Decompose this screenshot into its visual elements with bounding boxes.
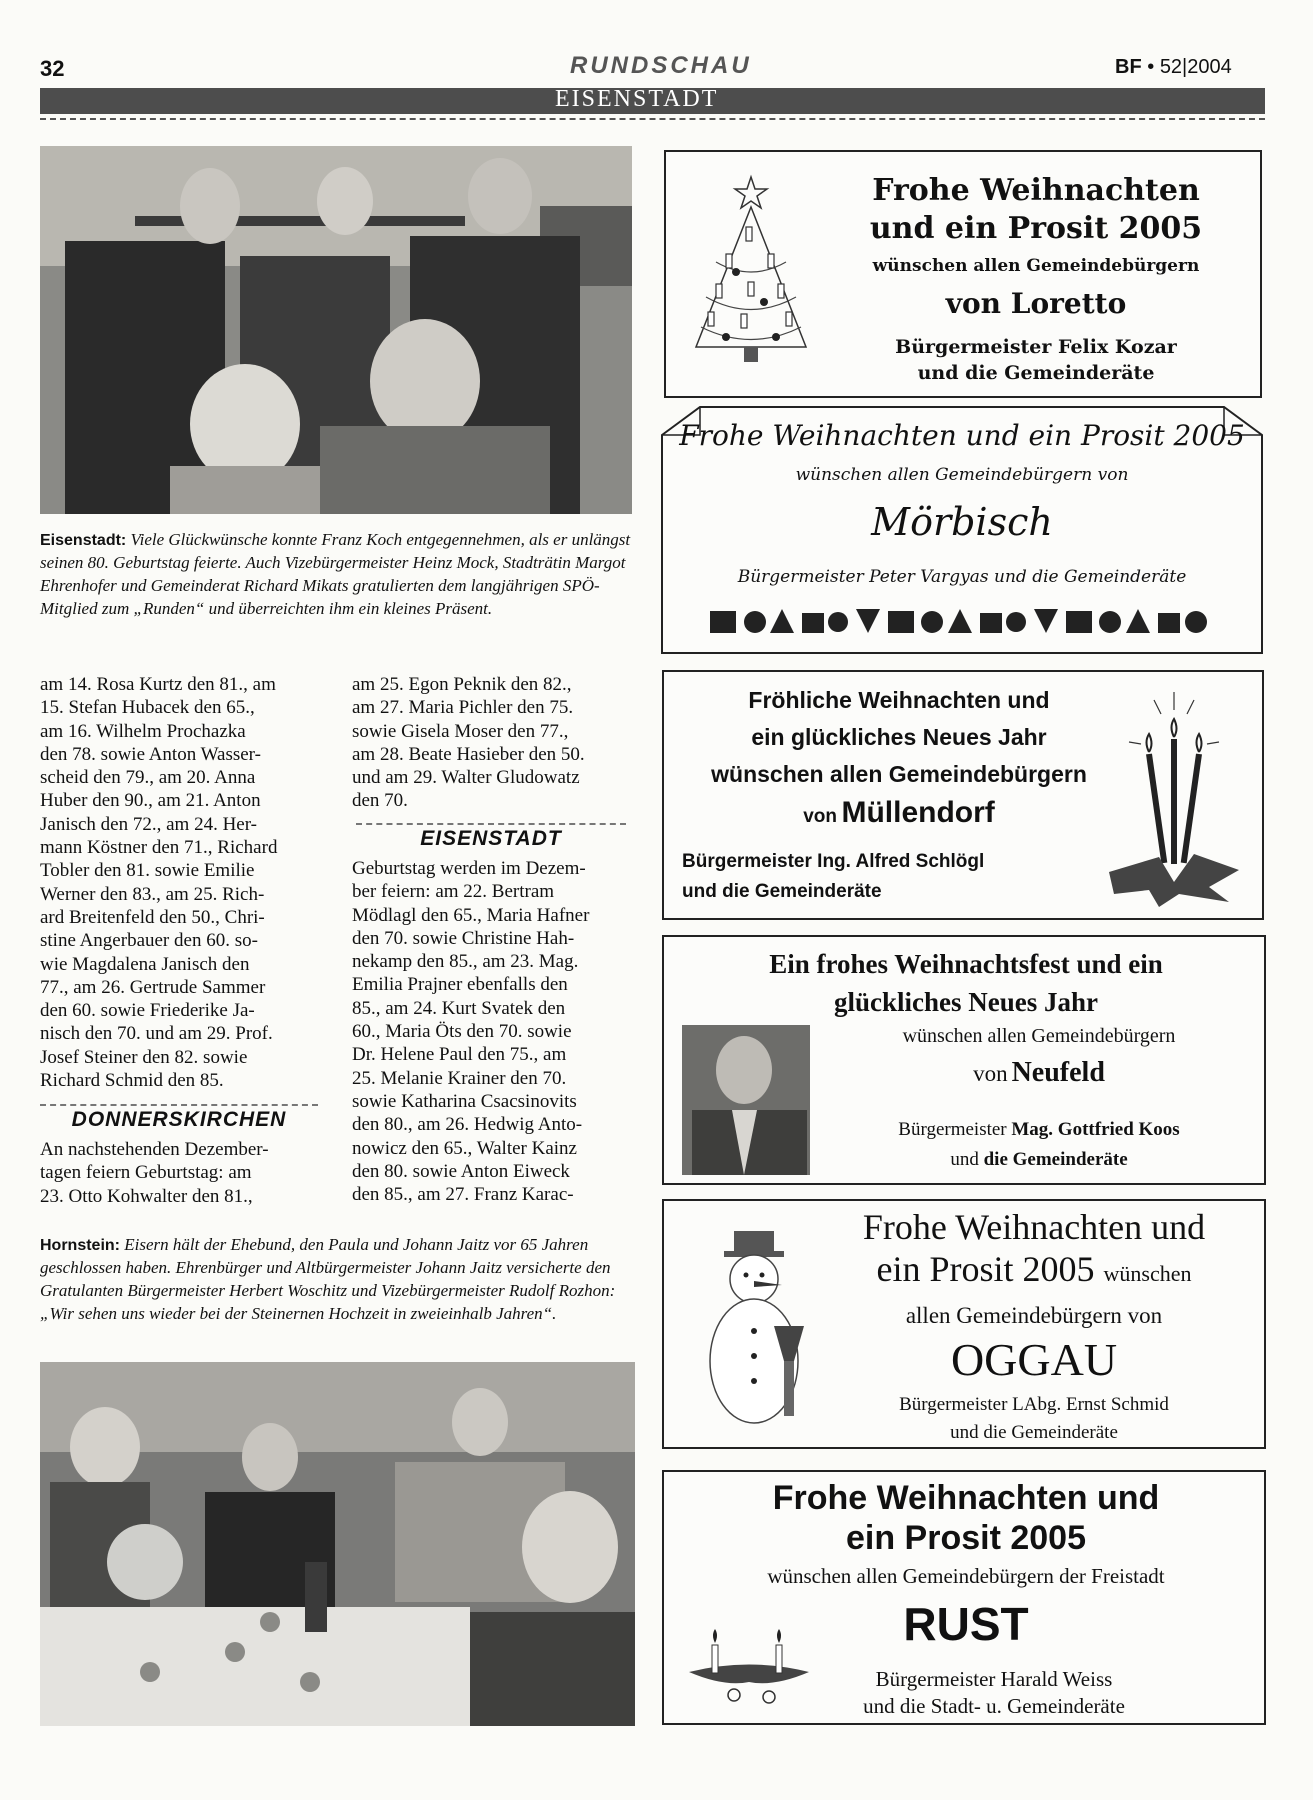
text-line: An nachstehenden Dezember-: [40, 1139, 269, 1160]
text-line: Josef Steiner den 82. sowie: [40, 1046, 248, 1068]
text-line: und am 29. Walter Gludowatz: [352, 767, 580, 789]
text-line: ard Breitenfeld den 50., Chri-: [40, 906, 265, 928]
birthday-list-column-left: [40, 673, 325, 1092]
ad-line: ein Prosit 2005: [876, 1249, 1095, 1289]
christmas-tree-icon: [686, 172, 816, 372]
ad-mayor-prefix: Bürgermeister: [898, 1119, 1007, 1140]
ad-line: glückliches Neues Jahr: [833, 987, 1098, 1017]
text-line: 77., am 26. Gertrude Sammer: [40, 976, 266, 998]
ad-loretto-headline: [816, 172, 1256, 248]
text-line: Janisch den 72., am 24. Her-: [40, 813, 258, 835]
ad-moerbisch-town: Mörbisch: [871, 500, 1053, 544]
ad-line: ein Prosit 2005: [845, 1519, 1086, 1557]
section-divider: [356, 823, 626, 825]
ad-loretto-town: von Loretto: [945, 287, 1127, 320]
text-line: Richard Schmid den 85.: [40, 1070, 224, 1092]
text-line: 60., Maria Öts den 70. sowie: [352, 1021, 572, 1043]
ad-neufeld-mayor: [824, 1115, 1254, 1145]
section-divider: [40, 1104, 318, 1106]
photo-caption-hornstein: [40, 1233, 630, 1325]
ad-line: und die Gemeinderäte: [682, 881, 882, 902]
ad-line: und die Stadt- u. Gemeinderäte: [863, 1694, 1125, 1718]
text-line: am 14. Rosa Kurtz den 81., am: [40, 674, 276, 695]
ad-oggau-town: OGGAU: [950, 1334, 1118, 1385]
text-line: am 16. Wilhelm Prochazka: [40, 720, 246, 742]
ad-neufeld: [662, 935, 1266, 1185]
text-line: 25. Melanie Krainer den 70.: [352, 1067, 567, 1089]
ad-muellendorf-town: Müllendorf: [841, 796, 995, 829]
ad-neufeld-town-line: [824, 1057, 1254, 1089]
ad-loretto: [664, 150, 1262, 398]
issue-separator: •: [1147, 56, 1155, 78]
ad-von: von: [973, 1061, 1008, 1086]
text-line: sowie Katharina Csacsinovits: [352, 1090, 577, 1112]
ad-line: Bürgermeister Peter Vargyas und die Gemeinderäte: [737, 567, 1187, 587]
caption-text: Eisern hält der Ehebund, den Paula und Johann Jaitz vor 65 Jahren geschlossen haben. Ehrenbürger und Altbürgermeister Johann Jaitz versicherte den Gratulanten Bürgermeister Herbert Woschitz und Vizebürgermeister Rudolf Rozhon: „Wir sehen uns wieder bei der Steinernen Hochzeit in zweieinhalb Jahren“.: [40, 1235, 616, 1323]
text-line: den 70.: [352, 790, 408, 812]
text-line: nekamp den 85., am 23. Mag.: [352, 951, 579, 973]
ad-line: und ein Prosit 2005: [869, 211, 1203, 246]
section-heading-eisenstadt: EISENSTADT: [420, 827, 562, 850]
ad-line: wünschen allen Gemeindebürgern von: [795, 465, 1129, 485]
text-line: sowie Gisela Moser den 77.,: [352, 720, 569, 742]
ad-council: die Gemeinderäte: [983, 1149, 1128, 1170]
ad-line: wünschen: [1103, 1261, 1192, 1286]
ad-line: ein glückliches Neues Jahr: [751, 724, 1047, 750]
photo-caption-eisenstadt: [40, 528, 632, 620]
text-line: am 25. Egon Peknik den 82.,: [352, 674, 572, 695]
ad-rust-greeting: [664, 1478, 1268, 1558]
text-line: den 70. sowie Christine Hah-: [352, 927, 575, 949]
page-number: 32: [40, 56, 65, 81]
ad-neufeld-greeting: [664, 945, 1268, 1021]
caption-text: Viele Glückwünsche konnte Franz Koch entgegennehmen, als er unlängst seinen 80. Geburtstag feierte. Auch Vizebürgermeister Heinz Mock, Stadträtin Margot Ehrenhofer und Gemeinderat Richard Mikats gratulierten dem langjährigen SPÖ-Mitglied zum „Runden“ und überreichten ihm ein kleines Präsent.: [40, 530, 631, 618]
text-line: Mödlagl den 65., Maria Hafner: [352, 904, 590, 926]
photo-birthday-illustration: [40, 146, 632, 514]
ad-rust: [662, 1470, 1266, 1725]
ad-muellendorf-town-line: [684, 796, 1114, 830]
issue-number: 52|2004: [1159, 56, 1232, 78]
donnerskirchen-text: [40, 1138, 325, 1208]
ad-muellendorf-greeting: [684, 682, 1114, 793]
ad-line: Frohe Weihnachten: [872, 173, 1200, 208]
text-line: den 85., am 27. Franz Karac-: [352, 1184, 574, 1206]
ad-line: Fröhliche Weihnachten und: [748, 687, 1050, 713]
ad-line: und die Gemeinderäte: [917, 362, 1155, 384]
text-line: scheid den 79., am 20. Anna: [40, 767, 256, 789]
text-line: 85., am 24. Kurt Svatek den: [352, 997, 566, 1019]
ad-line: wünschen allen Gemeindebürgern: [872, 256, 1200, 276]
magazine-title: RUNDSCHAU: [570, 52, 752, 79]
text-line: Geburtstag werden im Dezem-: [352, 858, 586, 879]
caption-place: Hornstein:: [40, 1237, 120, 1254]
mayor-portrait-illustration: [682, 1025, 810, 1175]
ad-rust-signature: [764, 1666, 1224, 1720]
eisenstadt-text: [352, 857, 637, 1206]
ad-line: Bürgermeister Felix Kozar: [895, 336, 1177, 358]
ad-line: und die Gemeinderäte: [950, 1422, 1118, 1443]
text-line: nisch den 70. und am 29. Prof.: [40, 1023, 273, 1045]
ad-line: Bürgermeister Ing. Alfred Schlögl: [682, 851, 985, 872]
ad-neufeld-council: [824, 1145, 1254, 1175]
ad-line: Frohe Weihnachten und: [772, 1479, 1160, 1517]
header-divider: [40, 118, 1265, 120]
ad-moerbisch: [660, 405, 1264, 655]
ad-muellendorf: [662, 670, 1264, 920]
issue-label: [1115, 56, 1232, 79]
ad-und: und: [950, 1149, 979, 1170]
text-line: Tobler den 81. sowie Emilie: [40, 860, 255, 882]
ad-oggau-greeting: [814, 1206, 1254, 1295]
caption-place: Eisenstadt:: [40, 532, 127, 549]
ad-line: Frohe Weihnachten und: [862, 1207, 1206, 1247]
snowman-icon: [694, 1231, 814, 1431]
text-line: den 60. sowie Friederike Ja-: [40, 1000, 255, 1022]
ad-mayor-name: Mag. Gottfried Koos: [1011, 1119, 1180, 1140]
text-line: am 28. Beate Hasieber den 50.: [352, 743, 585, 765]
ad-line: wünschen allen Gemeindebürgern: [902, 1025, 1176, 1047]
text-line: den 78. sowie Anton Wasser-: [40, 743, 261, 765]
ad-line: allen Gemeindebürgern von: [905, 1303, 1163, 1328]
ad-line: Bürgermeister LAbg. Ernst Schmid: [899, 1394, 1169, 1415]
ad-neufeld-town: Neufeld: [1011, 1057, 1105, 1088]
text-line: wie Magdalena Janisch den: [40, 953, 250, 975]
text-line: Dr. Helene Paul den 75., am: [352, 1044, 567, 1066]
photo-hornstein-anniversary: [40, 1362, 635, 1726]
ad-line: Ein frohes Weihnachtsfest und ein: [769, 949, 1163, 979]
text-line: 15. Stefan Hubacek den 65.,: [40, 697, 255, 719]
text-line: stine Angerbauer den 60. so-: [40, 930, 258, 952]
issue-prefix: BF: [1115, 56, 1142, 78]
mayor-portrait: [682, 1025, 810, 1175]
ornament-border-icon: [710, 605, 1210, 639]
text-line: Huber den 90., am 21. Anton: [40, 790, 261, 812]
ad-line: Frohe Weihnachten und ein Prosit 2005: [679, 419, 1245, 452]
ad-rust-town: RUST: [903, 1598, 1029, 1650]
candles-icon: [1099, 682, 1249, 912]
ad-von: von: [803, 806, 837, 827]
ad-muellendorf-signature: [682, 847, 1082, 907]
ad-line: wünschen allen Gemeindebürgern: [711, 761, 1087, 787]
ad-oggau-line2: [814, 1248, 1254, 1295]
section-band-title: EISENSTADT: [555, 86, 719, 112]
photo-birthday-group: [40, 146, 632, 514]
text-line: Emilia Prajner ebenfalls den: [352, 974, 568, 996]
text-line: mann Köstner den 71., Richard: [40, 837, 278, 859]
text-line: nowicz den 65., Walter Kainz: [352, 1137, 577, 1159]
section-heading-donnerskirchen: DONNERSKIRCHEN: [71, 1108, 287, 1131]
text-line: ber feiern: am 22. Bertram: [352, 881, 555, 903]
ad-oggau-signature: [814, 1391, 1254, 1447]
ad-line: Bürgermeister Harald Weiss: [875, 1667, 1113, 1691]
text-line: 23. Otto Kohwalter den 81.,: [40, 1185, 253, 1207]
birthday-list-column-right: [352, 673, 637, 813]
ad-loretto-signature: [816, 334, 1256, 386]
text-line: den 80., am 26. Hedwig Anto-: [352, 1114, 583, 1136]
ad-line: wünschen allen Gemeindebürgern der Freistadt: [767, 1564, 1165, 1588]
text-line: am 27. Maria Pichler den 75.: [352, 697, 574, 719]
photo-hornstein-illustration: [40, 1362, 635, 1726]
text-line: Werner den 83., am 25. Rich-: [40, 883, 265, 905]
text-line: den 80. sowie Anton Eiweck: [352, 1160, 570, 1182]
text-line: tagen feiern Geburtstag: am: [40, 1162, 252, 1184]
ad-neufeld-signature: [824, 1115, 1254, 1175]
ad-oggau: [662, 1199, 1266, 1449]
